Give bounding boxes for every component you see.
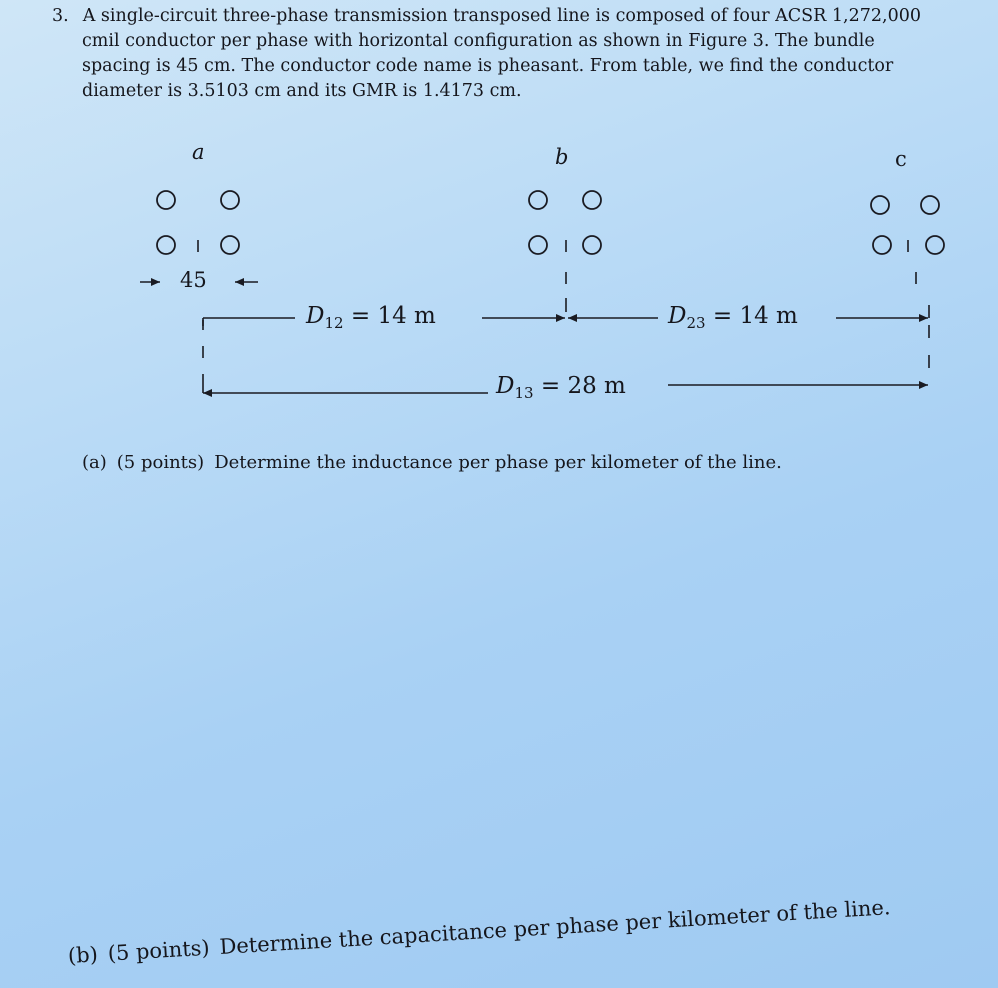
problem-number: 3. — [52, 6, 69, 26]
conductor-a-2 — [221, 191, 239, 209]
problem-line-3: spacing is 45 cm. The conductor code name is pheasant. From table, we find the conductor — [82, 56, 894, 76]
d23-symbol: D — [668, 303, 687, 329]
question-a-part: (a) — [82, 452, 107, 473]
question-a — [82, 452, 782, 473]
conductor-a-4 — [221, 236, 239, 254]
conductor-a-1 — [157, 191, 175, 209]
conductor-b-4 — [583, 236, 601, 254]
conductor-c-2 — [921, 196, 939, 214]
d13-value: = 28 m — [540, 373, 626, 399]
problem-line-2: cmil conductor per phase with horizontal configuration as shown in Figure 3. The bundle — [82, 31, 875, 51]
d12-value: = 14 m — [350, 303, 436, 329]
conductor-b-3 — [529, 236, 547, 254]
question-a-points: (5 points) — [116, 452, 205, 473]
d23-value: = 14 m — [712, 303, 798, 329]
problem-line-4: diameter is 3.5103 cm and its GMR is 1.4173 cm. — [82, 81, 522, 101]
question-b-text: Determine the capacitance per phase per kilometer of the line. — [218, 895, 892, 959]
d13-subscript: 13 — [514, 384, 534, 402]
d23-subscript: 23 — [686, 314, 706, 332]
question-a-text: Determine the inductance per phase per kilometer of the line. — [214, 452, 782, 473]
bundle-spacing-label: 45 — [180, 268, 207, 292]
d12-symbol: D — [306, 303, 325, 329]
conductor-b-1 — [529, 191, 547, 209]
d13-distance-label — [496, 373, 626, 402]
conductor-a-3 — [157, 236, 175, 254]
question-b-part: (b) — [67, 942, 99, 968]
conductor-b-2 — [583, 191, 601, 209]
conductor-c-4 — [926, 236, 944, 254]
d12-distance-label — [306, 303, 436, 332]
question-b-points: (5 points) — [107, 935, 211, 966]
d12-subscript: 12 — [324, 314, 344, 332]
conductor-c-1 — [871, 196, 889, 214]
conductor-c-3 — [873, 236, 891, 254]
phase-a-label: a — [192, 140, 205, 164]
phase-b-label: b — [555, 145, 569, 169]
problem-line-text: A single-circuit three-phase transmission transposed line is composed of four ACSR 1,272,000 — [82, 6, 921, 26]
d13-symbol: D — [496, 373, 515, 399]
d23-distance-label — [668, 303, 798, 332]
phase-c-label: c — [895, 147, 907, 171]
